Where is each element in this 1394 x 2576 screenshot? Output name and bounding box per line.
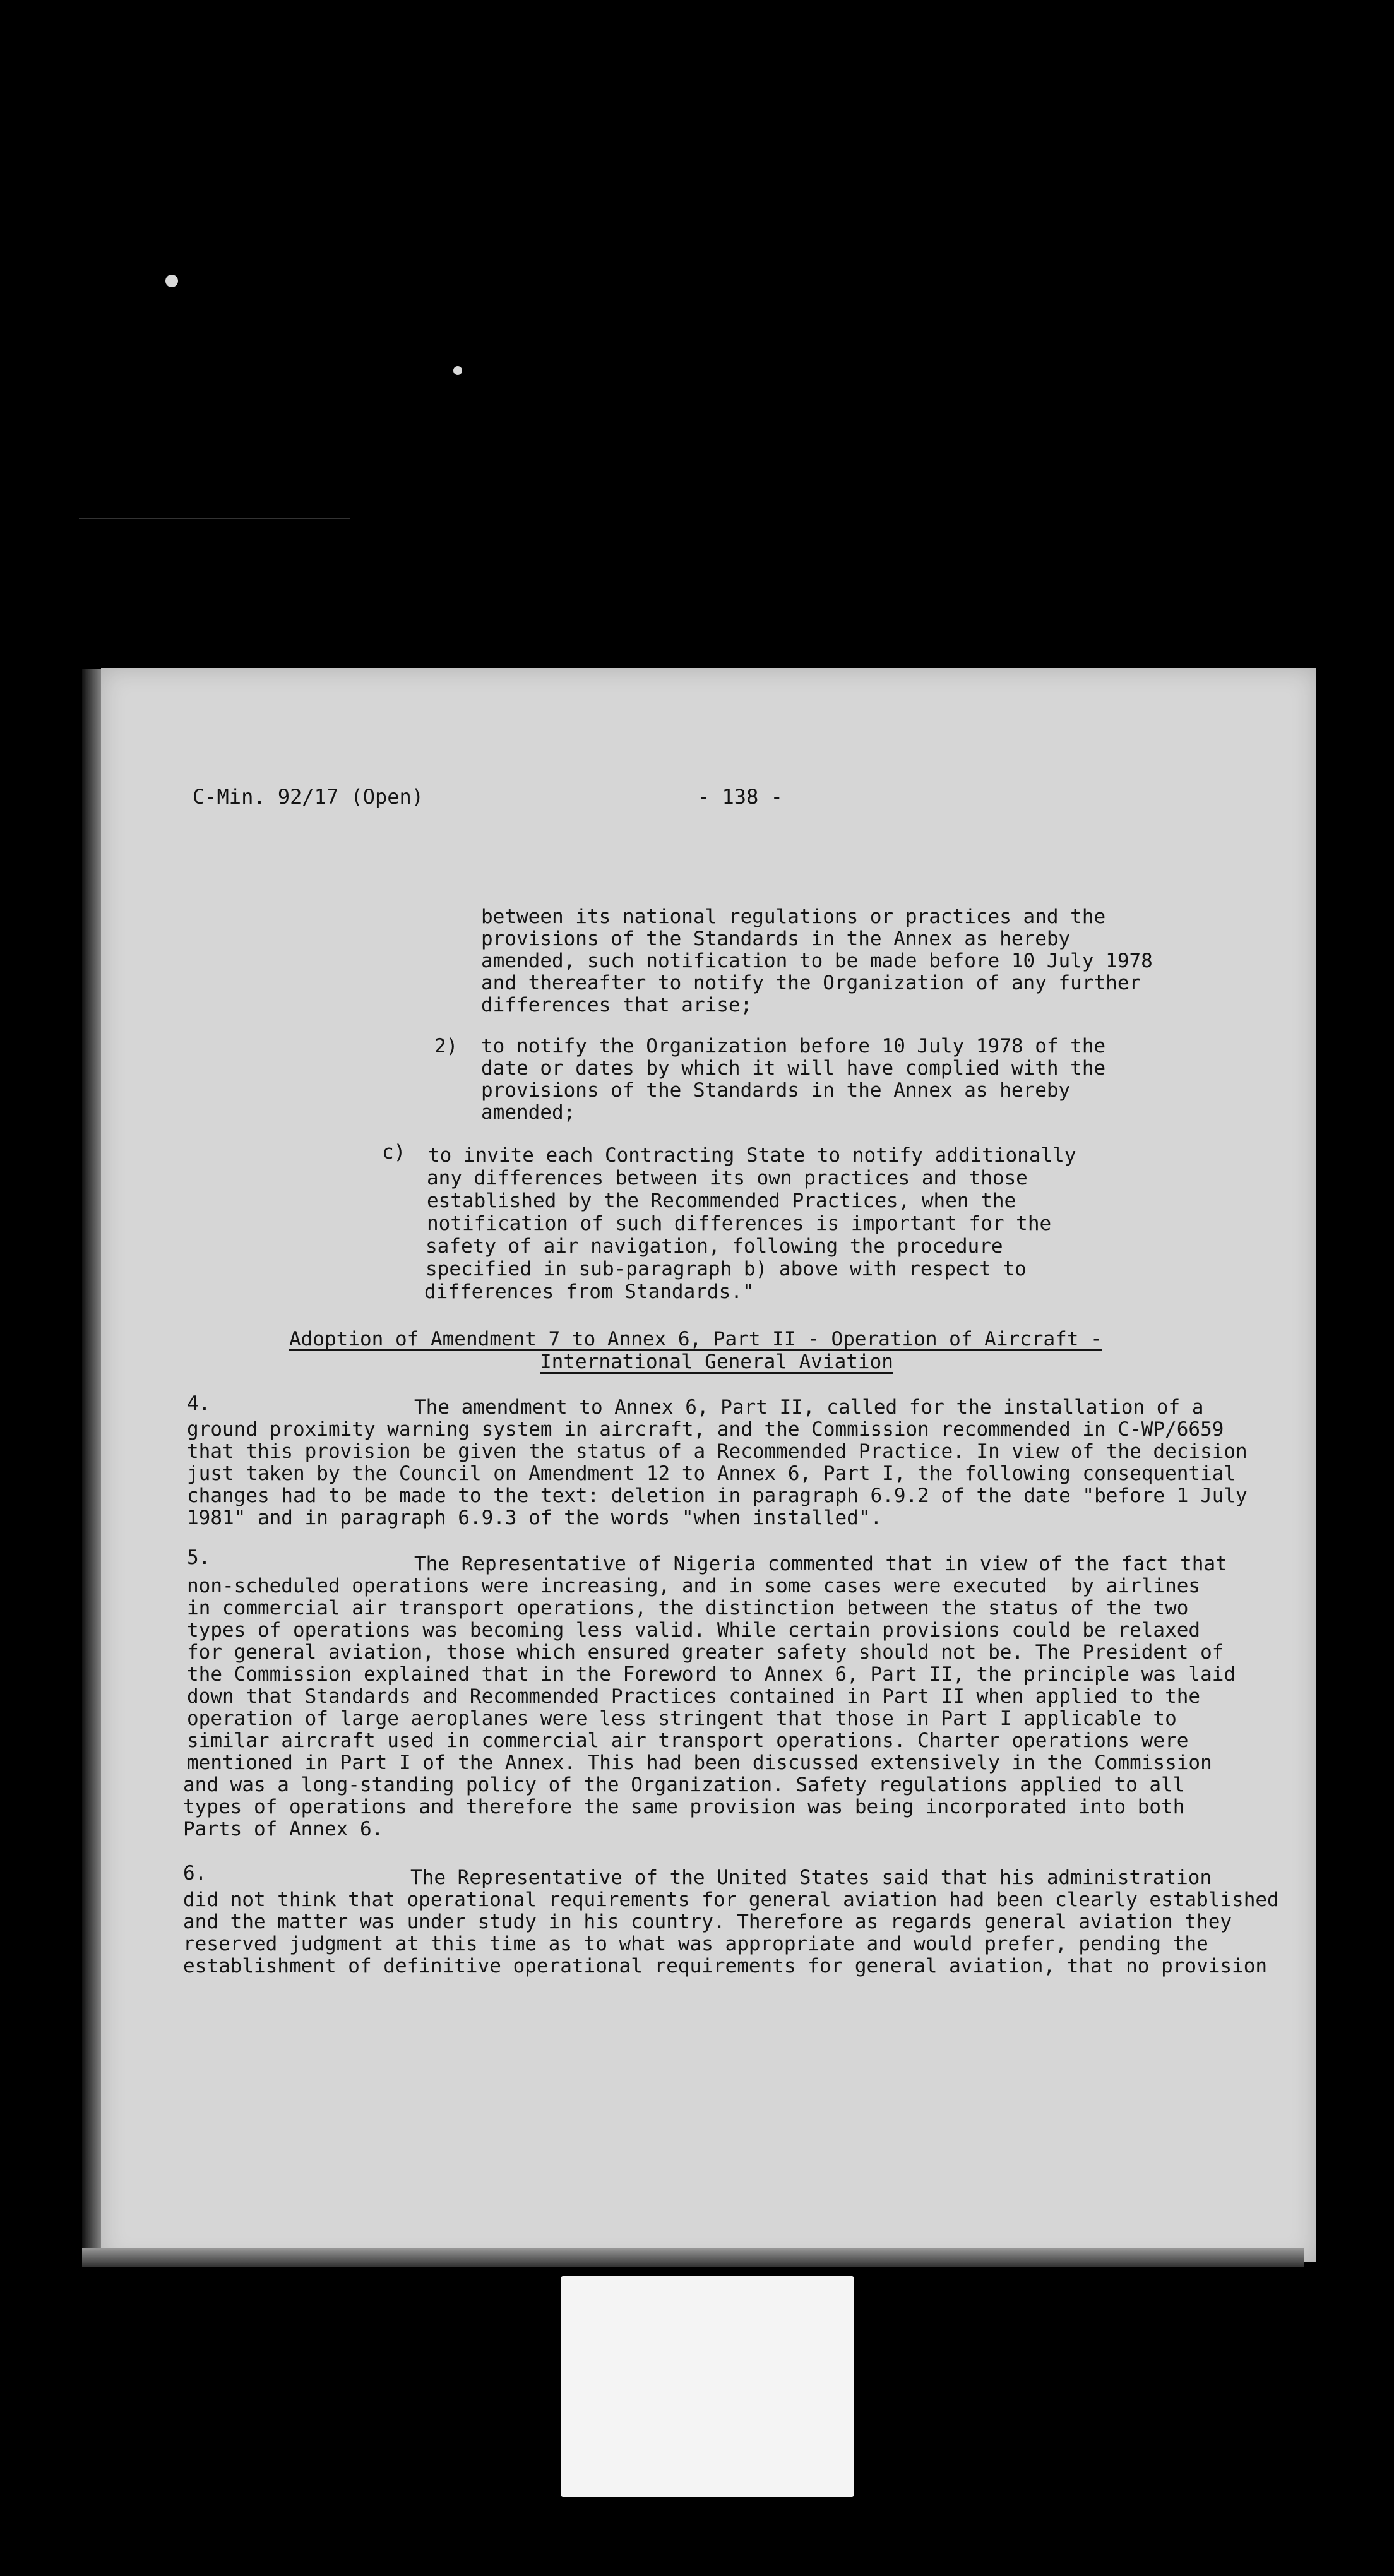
- paragraph-line: ground proximity warning system in aircraft, and the Commission recommended in C-WP/6659: [187, 1418, 1224, 1441]
- item-c-line: to invite each Contracting State to notify additionally: [428, 1144, 1076, 1167]
- paragraph-line: and the matter was under study in his country. Therefore as regards general aviation they: [183, 1911, 1232, 1933]
- paragraph-line: The Representative of the United States said that his administration: [410, 1866, 1212, 1889]
- paragraph-line: reserved judgment at this time as to what was appropriate and would prefer, pending the: [183, 1933, 1208, 1955]
- paragraph-line: The Representative of Nigeria commented that in view of the fact that: [414, 1553, 1227, 1575]
- item-c-line: safety of air navigation, following the procedure: [426, 1235, 1003, 1258]
- item-c-line: notification of such differences is important for the: [427, 1212, 1052, 1235]
- paragraph-line: Parts of Annex 6.: [183, 1818, 384, 1840]
- paragraph-line: 1981" and in paragraph 6.9.3 of the words "when installed".: [187, 1506, 883, 1529]
- paragraph-number: 5.: [187, 1546, 211, 1569]
- continuation-line: and thereafter to notify the Organization of any further: [481, 972, 1141, 994]
- paragraph-line: operation of large aeroplanes were less stringent that those in Part I applicable to: [187, 1707, 1177, 1730]
- paragraph-line: down that Standards and Recommended Practices contained in Part II when applied to the: [187, 1685, 1201, 1708]
- paragraph-number: 6.: [183, 1862, 207, 1885]
- continuation-line: differences that arise;: [481, 994, 753, 1017]
- paragraph-line: did not think that operational requirements for general aviation had been clearly established: [183, 1888, 1279, 1911]
- page-edge-shadow: [82, 669, 102, 2254]
- paragraph-number: 4.: [187, 1392, 211, 1415]
- paragraph-line: similar aircraft used in commercial air transport operations. Charter operations were: [187, 1729, 1189, 1752]
- item-c-marker: c): [382, 1141, 406, 1164]
- paragraph-line: changes had to be made to the text: deletion in paragraph 6.9.2 of the date "before 1 July: [187, 1484, 1248, 1507]
- item-2-marker: 2): [434, 1035, 458, 1058]
- item-c-line: any differences between its own practices and those: [427, 1167, 1028, 1190]
- blank-card: [561, 2276, 854, 2497]
- section-heading: Adoption of Amendment 7 to Annex 6, Part II - Operation of Aircraft -: [289, 1328, 1102, 1351]
- paragraph-line: establishment of definitive operational requirements for general aviation, that no provision: [183, 1955, 1268, 1977]
- page-bottom-edge: [82, 2248, 1304, 2267]
- continuation-line: between its national regulations or practices and the: [481, 905, 1106, 928]
- item-c-line: established by the Recommended Practices, when the: [427, 1190, 1016, 1212]
- item-2-line: amended;: [481, 1101, 576, 1124]
- scan-line: [79, 518, 350, 519]
- item-2-line: provisions of the Standards in the Annex as hereby: [481, 1079, 1071, 1102]
- item-2-line: date or dates by which it will have complied with the: [481, 1057, 1106, 1080]
- continuation-line: amended, such notification to be made before 10 July 1978: [481, 950, 1153, 972]
- paragraph-line: mentioned in Part I of the Annex. This had been discussed extensively in the Commission: [187, 1751, 1212, 1774]
- continuation-line: provisions of the Standards in the Annex as hereby: [481, 927, 1071, 950]
- paragraph-line: that this provision be given the status of a Recommended Practice. In view of the decision: [187, 1440, 1248, 1463]
- scan-speck: [453, 366, 462, 375]
- paragraph-line: in commercial air transport operations, the distinction between the status of the two: [187, 1597, 1189, 1619]
- item-c-line: specified in sub-paragraph b) above with respect to: [426, 1258, 1027, 1280]
- document-reference: C-Min. 92/17 (Open): [193, 785, 424, 809]
- paragraph-line: and was a long-standing policy of the Organization. Safety regulations applied to all: [183, 1774, 1185, 1796]
- section-heading-subtitle: International General Aviation: [540, 1351, 893, 1373]
- item-2-line: to notify the Organization before 10 July 1978 of the: [481, 1035, 1106, 1058]
- paragraph-line: for general aviation, those which ensured greater safety should not be. The President of: [187, 1641, 1224, 1664]
- page-number: - 138 -: [698, 785, 783, 809]
- item-c-line: differences from Standards.": [424, 1280, 754, 1303]
- paragraph-line: types of operations and therefore the same provision was being incorporated into both: [183, 1796, 1185, 1818]
- paragraph-line: just taken by the Council on Amendment 12 to Annex 6, Part I, the following consequential: [187, 1462, 1236, 1485]
- paragraph-line: types of operations was becoming less valid. While certain provisions could be relaxed: [187, 1619, 1201, 1642]
- paragraph-line: The amendment to Annex 6, Part II, called for the installation of a: [414, 1396, 1204, 1419]
- scan-speck: [165, 275, 178, 287]
- paragraph-line: non-scheduled operations were increasing, and in some cases were executed by airlines: [187, 1575, 1201, 1597]
- paragraph-line: the Commission explained that in the Foreword to Annex 6, Part II, the principle was laid: [187, 1663, 1236, 1686]
